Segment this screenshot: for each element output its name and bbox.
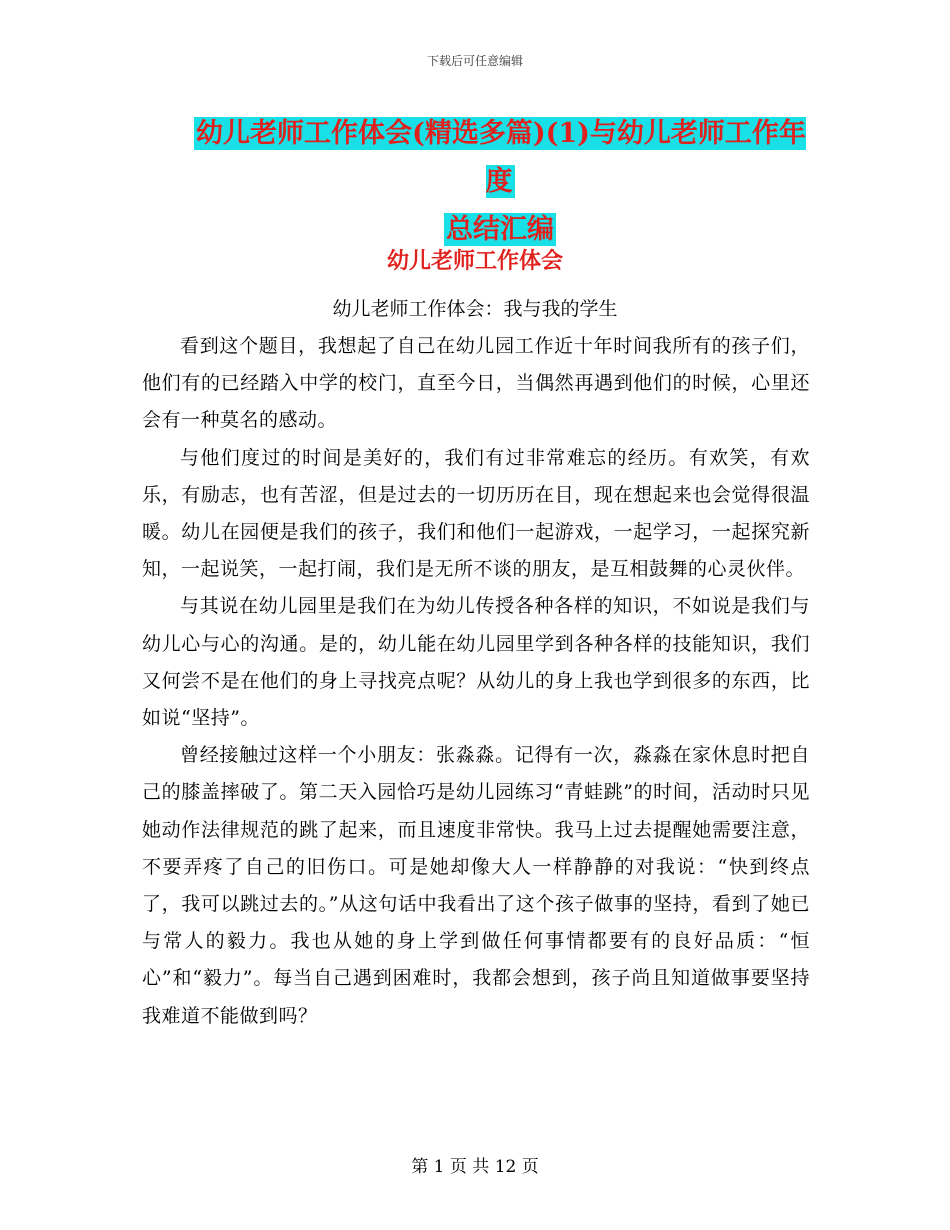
title-line-1: 幼儿老师工作体会(精选多篇)(1)与幼儿老师工作年度 bbox=[196, 118, 806, 197]
section-subtitle: 幼儿老师工作体会：我与我的学生 bbox=[332, 298, 618, 320]
title-line-2: 总结汇编 bbox=[446, 214, 554, 245]
paragraph: 与他们度过的时间是美好的，我们有过非常难忘的经历。有欢笑，有欢乐，有励志，也有苦涩，但是过去的一切历历在目，现在想起来也会觉得很温暖。幼儿在园便是我们的孩子，我们和他们一起游戏，一起学习，一起探究新知，一起说笑，一起打闹，我们是无所不谈的朋友，是互相鼓舞的心灵伙伴。 bbox=[142, 446, 810, 581]
page-footer: 第 1 页 共 12 页 bbox=[411, 1157, 539, 1177]
document-title bbox=[180, 110, 820, 254]
page-header: 下载后可任意编辑 bbox=[426, 54, 523, 68]
paragraph: 曾经接触过这样一个小朋友：张淼淼。记得有一次，淼淼在家休息时把自己的膝盖摔破了。第二天入园恰巧是幼儿园练习“青蛙跳”的时间，活动时只见她动作法律规范的跳了起来，而且速度非常快。我马上过去提醒她需要注意，不要弄疼了自己的旧伤口。可是她却像大人一样静静的对我说：“快到终点了，我可以跳过去的。”从这句话中我看出了这个孩子做事的坚持，看到了她已与常人的毅力。我也从她的身上学到做任何事情都要有的良好品质：“恒心”和“毅力”。每当自己遇到困难时，我都会想到，孩子尚且知道做事要坚持我难道不能做到吗？ bbox=[142, 744, 810, 1027]
paragraph: 看到这个题目，我想起了自己在幼儿园工作近十年时间我所有的孩子们，他们有的已经踏入中学的校门，直至今日，当偶然再遇到他们的时候，心里还会有一种莫名的感动。 bbox=[142, 335, 810, 432]
body-text bbox=[142, 328, 810, 1035]
paragraph: 与其说在幼儿园里是我们在为幼儿传授各种各样的知识，不如说是我们与幼儿心与心的沟通。是的，幼儿能在幼儿园里学到各种各样的技能知识，我们又何尝不是在他们的身上寻找亮点呢？从幼儿的身上我也学到很多的东西，比如说“坚持”。 bbox=[142, 595, 810, 730]
section-heading: 幼儿老师工作体会 bbox=[386, 248, 563, 274]
